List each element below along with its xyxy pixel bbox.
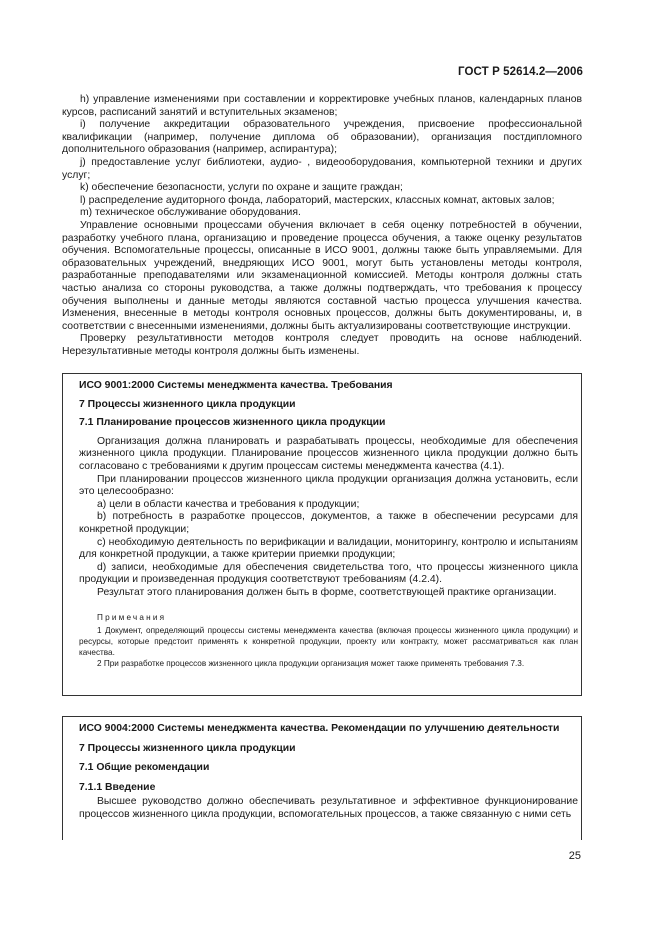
box-paragraph: Организация должна планировать и разрабатывать процессы, необходимые для обеспечения жизненного цикла продукции. Планирование процессов жизненного цикла продукции должно быть согласовано с требованиями к другим процессам системы менеджмента качества (4.1). (79, 435, 578, 472)
body-paragraph: Управление основными процессами обучения включает в себя оценку потребностей в обучении, разработку учебного плана, организацию и проведение процесса обучения, а также оценку результатов обучения. Вспомогательные процессы, описанные в ИСО 9001, должны также быть управляемыми. Для образовательных учреждений, внедряющих ИСО 9001, могут быть установлены методы контроля, разработанные преподавателями или экзаменационной комиссией. Методы контроля должны стать частью анализа со стороны руководства, а также должны подтверждать, что требования к процессу обучения выполнены и данные методы являются составной частью процесса улучшения качества. Изменения, внесенные в методы контроля основных процессов, должны быть документированы, и, в соответствии с внесенными изменениями, должны быть актуализированы соответствующие инструкции. (62, 219, 582, 332)
list-item-h: h) управление изменениями при составлении и корректировке учебных планов, календарных планов курсов, расписаний занятий и вступительных экзаменов; (62, 94, 582, 118)
note-1: 1 Документ, определяющий процессы системы менеджмента качества (включая процессы жизненного цикла продукции) и ресурсы, которые предстоит применять к конкретной продукции, проекту или контракту, может рассматриваться как план качества. (79, 625, 578, 658)
box-paragraph: Результат этого планирования должен быть в форме, соответствующей практике организации. (97, 586, 557, 598)
box-title: ИСО 9004:2000 Системы менеджмента качества. Рекомендации по улучшению деятельности (79, 723, 560, 734)
box-title: ИСО 9001:2000 Системы менеджмента качества. Требования (79, 380, 393, 391)
box-list-item-d: d) записи, необходимые для обеспечения свидетельства того, что процессы жизненного цикла продукции и произведенная продукция соответствуют требованиям (4.2.4). (79, 561, 578, 586)
list-item-k: k) обеспечение безопасности, услуги по охране и защите граждан; (80, 182, 403, 194)
list-item-m: m) техническое обслуживание оборудования. (80, 207, 301, 219)
notes (79, 612, 578, 670)
box-subsubsection-heading: 7.1.1 Введение (79, 781, 156, 793)
page-number: 25 (568, 850, 581, 862)
body-paragraph: Проверку результативности методов контроля следует проводить на основе наблюдений. Нерезультативные методы контроля должны быть изменены. (62, 333, 582, 357)
list-item-j: j) предоставление услуг библиотеки, аудио- , видеооборудования, компьютерной техники и других услуг; (62, 156, 582, 181)
box-paragraph: Высшее руководство должно обеспечивать результативное и эффективное функционирование процессов жизненного цикла продукции, вспомогательных процессов, а также связанную с ними сеть (79, 796, 578, 820)
box-list-item-b: b) потребность в разработке процессов, документов, а также в обеспечении ресурсами для конкретной продукции; (79, 511, 578, 535)
iso-9004-box (62, 716, 582, 840)
box-paragraph: При планировании процессов жизненного цикла продукции организация должна установить, если это целесообразно: (79, 473, 578, 498)
box-section-heading: 7 Процессы жизненного цикла продукции (79, 742, 296, 754)
list-item-l: l) распределение аудиторного фонда, лабораторий, мастерских, классных комнат, актовых залов; (80, 194, 555, 206)
box-subsection-heading: 7.1 Планирование процессов жизненного цикла продукции (79, 417, 386, 429)
note-2: 2 При разработке процессов жизненного цикла продукции организация может также применять требования 7.3. (97, 659, 525, 669)
box-section-heading: 7 Процессы жизненного цикла продукции (79, 398, 296, 410)
notes-title: Примечания (97, 612, 167, 622)
main-text (62, 94, 582, 358)
iso-9001-box (62, 373, 582, 696)
box-subsection-heading: 7.1 Общие рекомендации (79, 762, 210, 774)
box-list-item-a: a) цели в области качества и требования к продукции; (97, 498, 360, 510)
box-list-item-c: c) необходимую деятельность по верификации и валидации, мониторингу, контролю и испытаниям для конкретной продукции, а также критерии приемки продукции; (79, 536, 578, 561)
document-header: ГОСТ Р 52614.2—2006 (458, 66, 583, 78)
list-item-i: i) получение аккредитации образовательного учреждения, присвоение профессиональной квалификации (например, получение диплома об образовании), организация постдипломного дополнительного образования (например, аспирантура); (62, 119, 582, 156)
